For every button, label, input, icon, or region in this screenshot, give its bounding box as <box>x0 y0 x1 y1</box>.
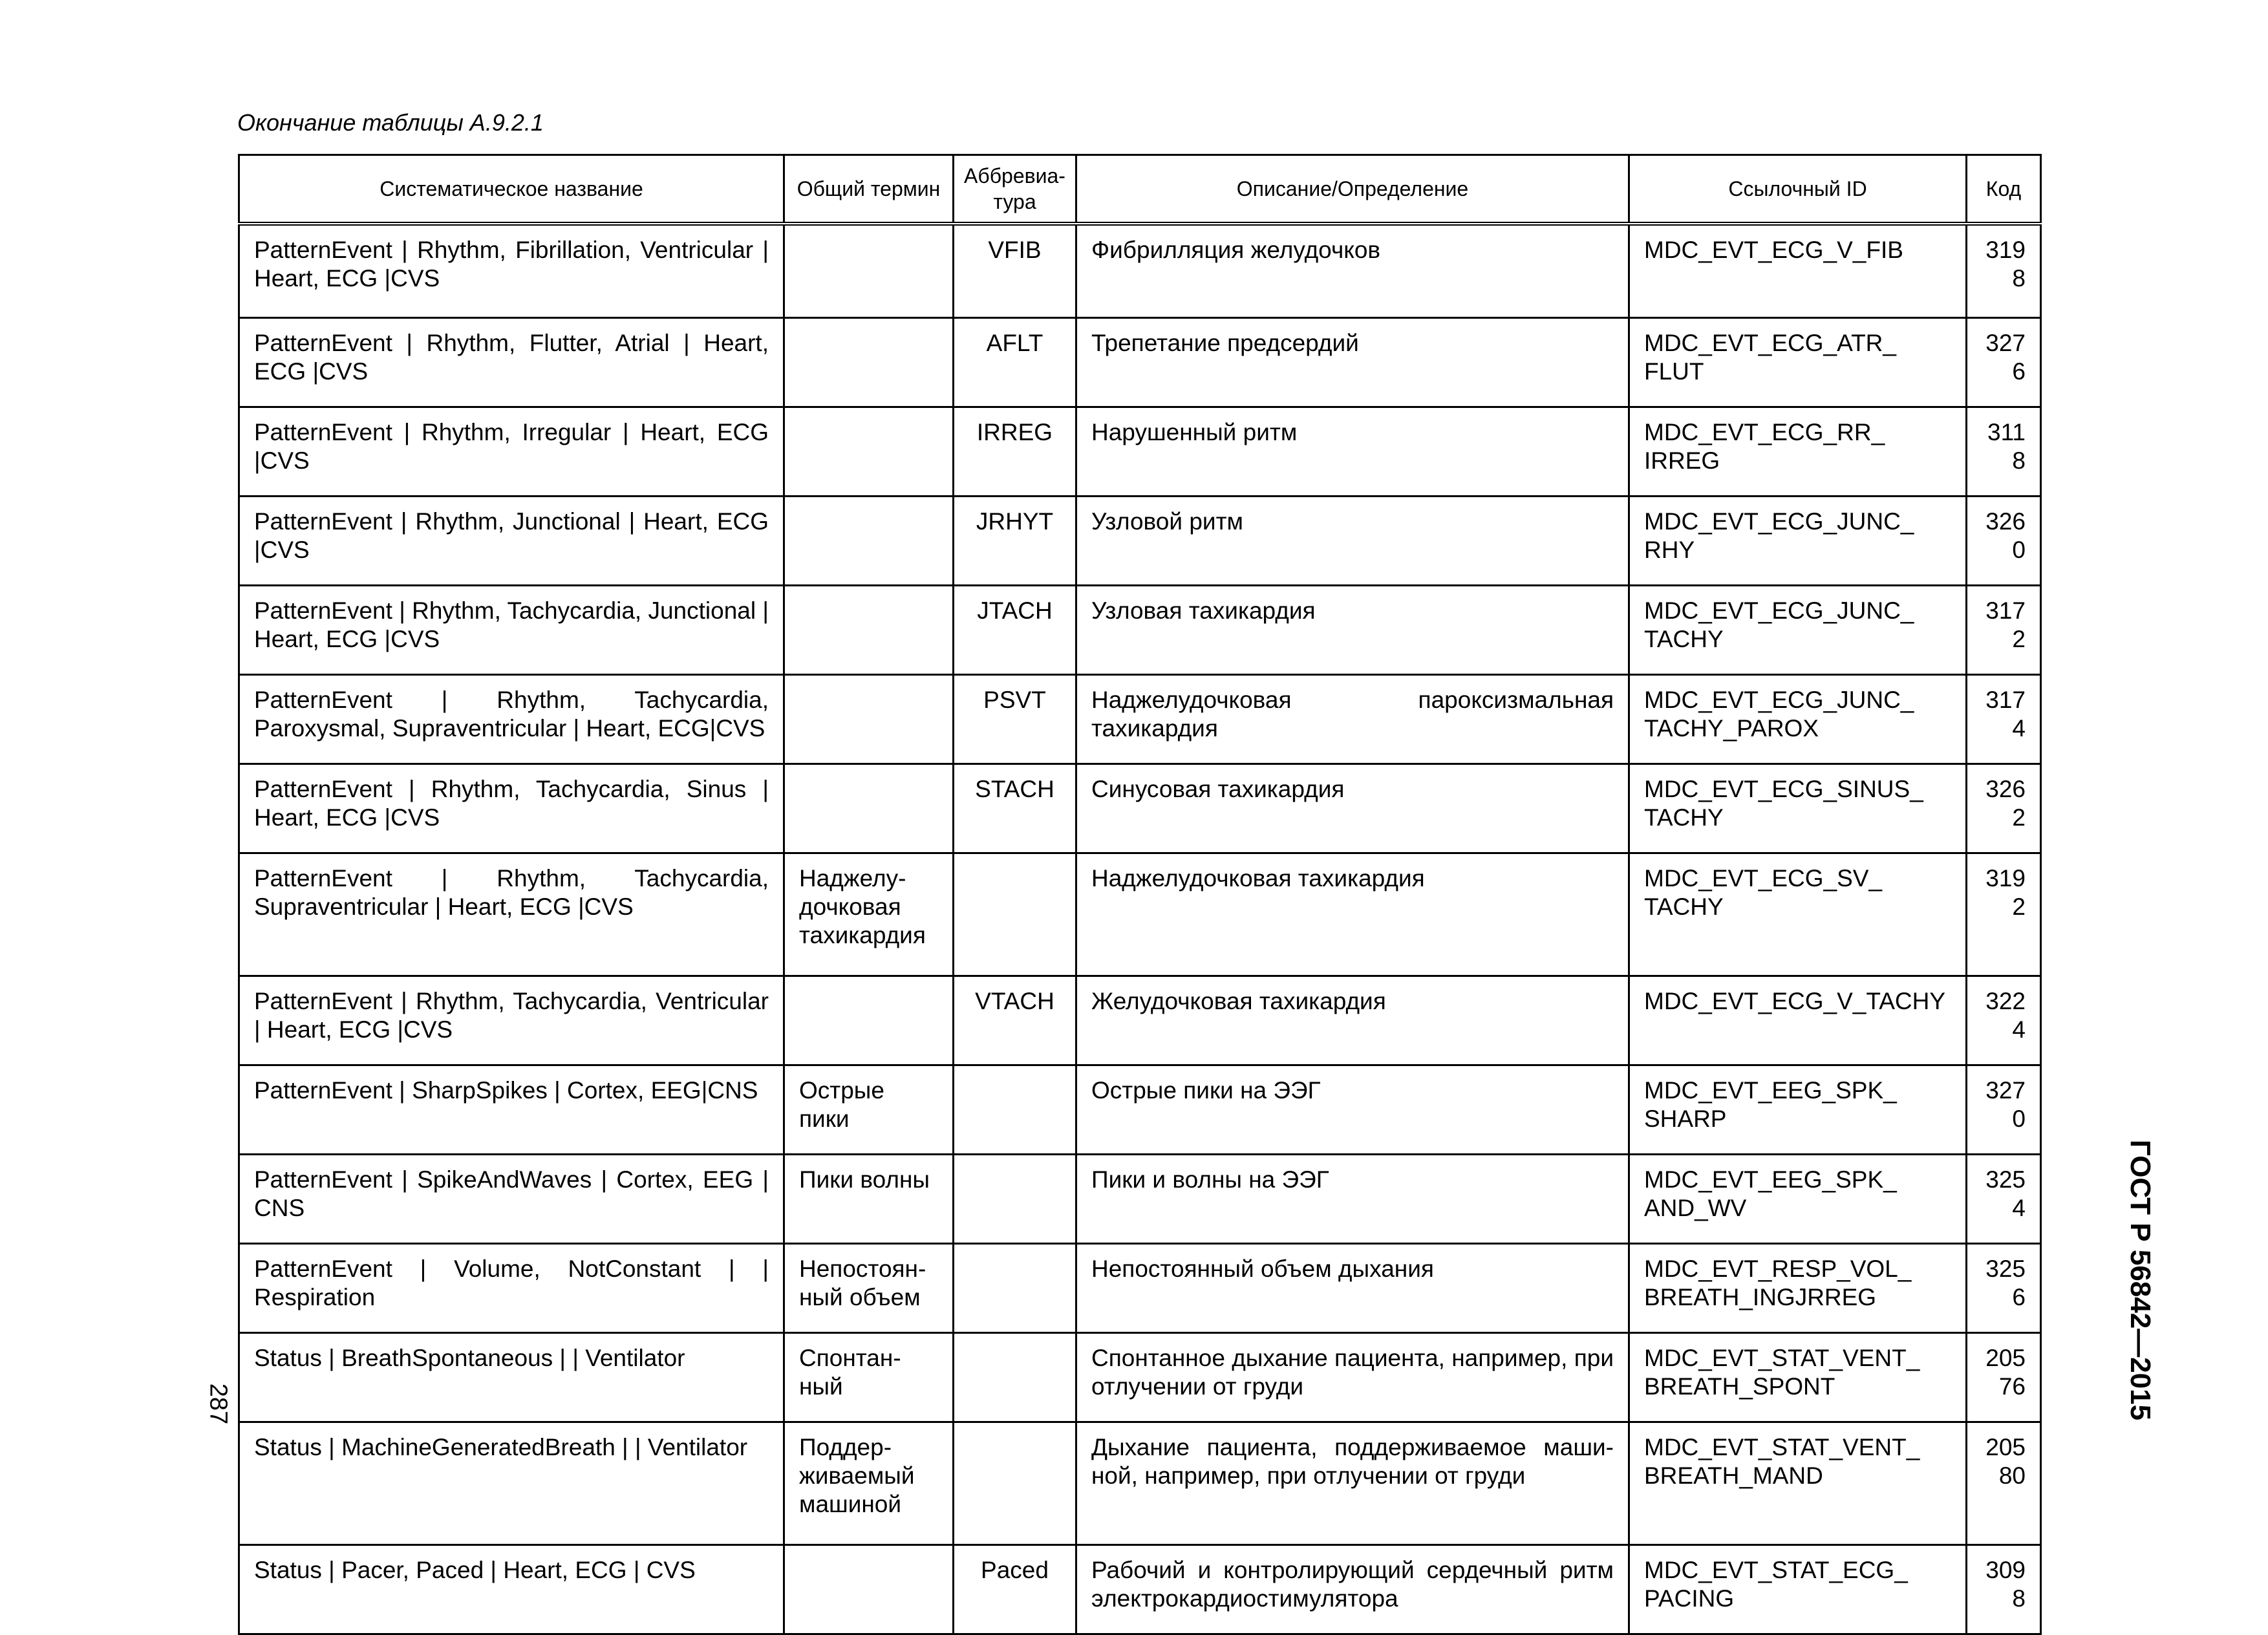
header-systematic-name: Систематическое название <box>239 155 784 224</box>
description-cell: Дыхание пациента, поддерживаемое маши-ной, например, при отлучении от груди <box>1076 1422 1629 1544</box>
systematic-name-cell: PatternEvent | Volume, NotConstant | | Respiration <box>239 1243 784 1332</box>
systematic-name-cell: PatternEvent | Rhythm, Tachycardia, Junctional | Heart, ECG |CVS <box>239 585 784 674</box>
code-cell: 20576 <box>1967 1332 2041 1422</box>
abbreviation-cell: JTACH <box>954 585 1076 674</box>
header-description: Описание/Определение <box>1076 155 1629 224</box>
code-cell: 3254 <box>1967 1154 2041 1243</box>
description-cell: Рабочий и контролирующий сердечный ритм электрокардиостимулятора <box>1076 1544 1629 1634</box>
common-term-cell <box>784 224 954 317</box>
code-cell: 3256 <box>1967 1243 2041 1332</box>
reference-id-cell: MDC_EVT_ECG_JUNC_ TACHY <box>1629 585 1967 674</box>
common-term-cell: Поддер-живаемый машиной <box>784 1422 954 1544</box>
abbreviation-cell: STACH <box>954 764 1076 853</box>
table-row <box>239 674 2041 764</box>
table-body <box>239 224 2041 1634</box>
reference-id-cell: MDC_EVT_ECG_V_FIB <box>1629 224 1967 317</box>
events-table <box>238 154 2042 1635</box>
description-cell: Спонтанное дыхание пациента, например, при отлучении от груди <box>1076 1332 1629 1422</box>
common-term-cell: Острые пики <box>784 1065 954 1154</box>
abbreviation-cell <box>954 853 1076 976</box>
table-row <box>239 585 2041 674</box>
code-cell: 3174 <box>1967 674 2041 764</box>
table-row <box>239 1544 2041 1634</box>
common-term-cell <box>784 317 954 407</box>
table-caption: Окончание таблицы А.9.2.1 <box>237 109 544 136</box>
abbreviation-cell <box>954 1065 1076 1154</box>
abbreviation-cell <box>954 1243 1076 1332</box>
reference-id-cell: MDC_EVT_STAT_VENT_ BREATH_MAND <box>1629 1422 1967 1544</box>
reference-id-cell: MDC_EVT_ECG_ATR_ FLUT <box>1629 317 1967 407</box>
standard-designation: ГОСТ Р 56842—2015 <box>2124 1139 2156 1421</box>
common-term-cell: Непостоян-ный объем <box>784 1243 954 1332</box>
abbreviation-cell <box>954 1332 1076 1422</box>
table-row <box>239 407 2041 496</box>
table-row <box>239 1422 2041 1544</box>
systematic-name-cell: Status | MachineGeneratedBreath | | Ventilator <box>239 1422 784 1544</box>
common-term-cell: Пики волны <box>784 1154 954 1243</box>
abbreviation-cell: JRHYT <box>954 496 1076 585</box>
description-cell: Узловой ритм <box>1076 496 1629 585</box>
abbreviation-cell <box>954 1154 1076 1243</box>
reference-id-cell: MDC_EVT_ECG_RR_ IRREG <box>1629 407 1967 496</box>
description-cell: Трепетание предсердий <box>1076 317 1629 407</box>
reference-id-cell: MDC_EVT_ECG_SINUS_ TACHY <box>1629 764 1967 853</box>
table-row <box>239 853 2041 976</box>
common-term-cell: Спонтан-ный <box>784 1332 954 1422</box>
header-code: Код <box>1967 155 2041 224</box>
abbreviation-cell: IRREG <box>954 407 1076 496</box>
reference-id-cell: MDC_EVT_ECG_SV_ TACHY <box>1629 853 1967 976</box>
common-term-cell <box>784 496 954 585</box>
common-term-cell: Наджелу-дочковая тахикардия <box>784 853 954 976</box>
code-cell: 3172 <box>1967 585 2041 674</box>
systematic-name-cell: PatternEvent | Rhythm, Irregular | Heart, ECG |CVS <box>239 407 784 496</box>
systematic-name-cell: PatternEvent | Rhythm, Junctional | Heart, ECG |CVS <box>239 496 784 585</box>
description-cell: Синусовая тахикардия <box>1076 764 1629 853</box>
common-term-cell <box>784 976 954 1065</box>
reference-id-cell: MDC_EVT_EEG_SPK_ SHARP <box>1629 1065 1967 1154</box>
description-cell: Пики и волны на ЭЭГ <box>1076 1154 1629 1243</box>
description-cell: Узловая тахикардия <box>1076 585 1629 674</box>
table-row <box>239 1154 2041 1243</box>
systematic-name-cell: PatternEvent | Rhythm, Tachycardia, Ventricular | Heart, ECG |CVS <box>239 976 784 1065</box>
reference-id-cell: MDC_EVT_EEG_SPK_ AND_WV <box>1629 1154 1967 1243</box>
table-row <box>239 1065 2041 1154</box>
table-header-row <box>239 155 2041 224</box>
common-term-cell <box>784 1544 954 1634</box>
systematic-name-cell: PatternEvent | Rhythm, Flutter, Atrial | Heart, ECG |CVS <box>239 317 784 407</box>
code-cell: 20580 <box>1967 1422 2041 1544</box>
code-cell: 3270 <box>1967 1065 2041 1154</box>
header-abbreviation: Аббревиа-тура <box>954 155 1076 224</box>
common-term-cell <box>784 764 954 853</box>
common-term-cell <box>784 585 954 674</box>
description-cell: Нарушенный ритм <box>1076 407 1629 496</box>
systematic-name-cell: Status | BreathSpontaneous | | Ventilator <box>239 1332 784 1422</box>
code-cell: 3260 <box>1967 496 2041 585</box>
table-row <box>239 1332 2041 1422</box>
abbreviation-cell: VTACH <box>954 976 1076 1065</box>
abbreviation-cell: Paced <box>954 1544 1076 1634</box>
table-row <box>239 224 2041 317</box>
description-cell: Непостоянный объем дыхания <box>1076 1243 1629 1332</box>
common-term-cell <box>784 407 954 496</box>
reference-id-cell: MDC_EVT_STAT_ECG_ PACING <box>1629 1544 1967 1634</box>
reference-id-cell: MDC_EVT_ECG_JUNC_ TACHY_PAROX <box>1629 674 1967 764</box>
systematic-name-cell: PatternEvent | SharpSpikes | Cortex, EEG|CNS <box>239 1065 784 1154</box>
header-common-term: Общий термин <box>784 155 954 224</box>
code-cell: 3224 <box>1967 976 2041 1065</box>
description-cell: Фибрилляция желудочков <box>1076 224 1629 317</box>
description-cell: Острые пики на ЭЭГ <box>1076 1065 1629 1154</box>
header-reference-id: Ссылочный ID <box>1629 155 1967 224</box>
table-row <box>239 1243 2041 1332</box>
reference-id-cell: MDC_EVT_ECG_JUNC_ RHY <box>1629 496 1967 585</box>
description-cell: Наджелудочковая пароксизмальная тахикардия <box>1076 674 1629 764</box>
code-cell: 3192 <box>1967 853 2041 976</box>
systematic-name-cell: PatternEvent | Rhythm, Tachycardia, Supraventricular | Heart, ECG |CVS <box>239 853 784 976</box>
table-row <box>239 496 2041 585</box>
abbreviation-cell: PSVT <box>954 674 1076 764</box>
code-cell: 3098 <box>1967 1544 2041 1634</box>
code-cell: 3198 <box>1967 224 2041 317</box>
description-cell: Наджелудочковая тахикардия <box>1076 853 1629 976</box>
table-row <box>239 317 2041 407</box>
page-number: 287 <box>204 1383 232 1425</box>
description-cell: Желудочковая тахикардия <box>1076 976 1629 1065</box>
reference-id-cell: MDC_EVT_ECG_V_TACHY <box>1629 976 1967 1065</box>
reference-id-cell: MDC_EVT_RESP_VOL_ BREATH_INGJRREG <box>1629 1243 1967 1332</box>
reference-id-cell: MDC_EVT_STAT_VENT_ BREATH_SPONT <box>1629 1332 1967 1422</box>
code-cell: 3262 <box>1967 764 2041 853</box>
abbreviation-cell: AFLT <box>954 317 1076 407</box>
common-term-cell <box>784 674 954 764</box>
systematic-name-cell: PatternEvent | SpikeAndWaves | Cortex, EEG | CNS <box>239 1154 784 1243</box>
systematic-name-cell: Status | Pacer, Paced | Heart, ECG | CVS <box>239 1544 784 1634</box>
systematic-name-cell: PatternEvent | Rhythm, Tachycardia, Paroxysmal, Supraventricular | Heart, ECG|CVS <box>239 674 784 764</box>
systematic-name-cell: PatternEvent | Rhythm, Tachycardia, Sinus | Heart, ECG |CVS <box>239 764 784 853</box>
abbreviation-cell: VFIB <box>954 224 1076 317</box>
abbreviation-cell <box>954 1422 1076 1544</box>
code-cell: 3118 <box>1967 407 2041 496</box>
table-row <box>239 976 2041 1065</box>
systematic-name-cell: PatternEvent | Rhythm, Fibrillation, Ventricular | Heart, ECG |CVS <box>239 224 784 317</box>
table-row <box>239 764 2041 853</box>
code-cell: 3276 <box>1967 317 2041 407</box>
